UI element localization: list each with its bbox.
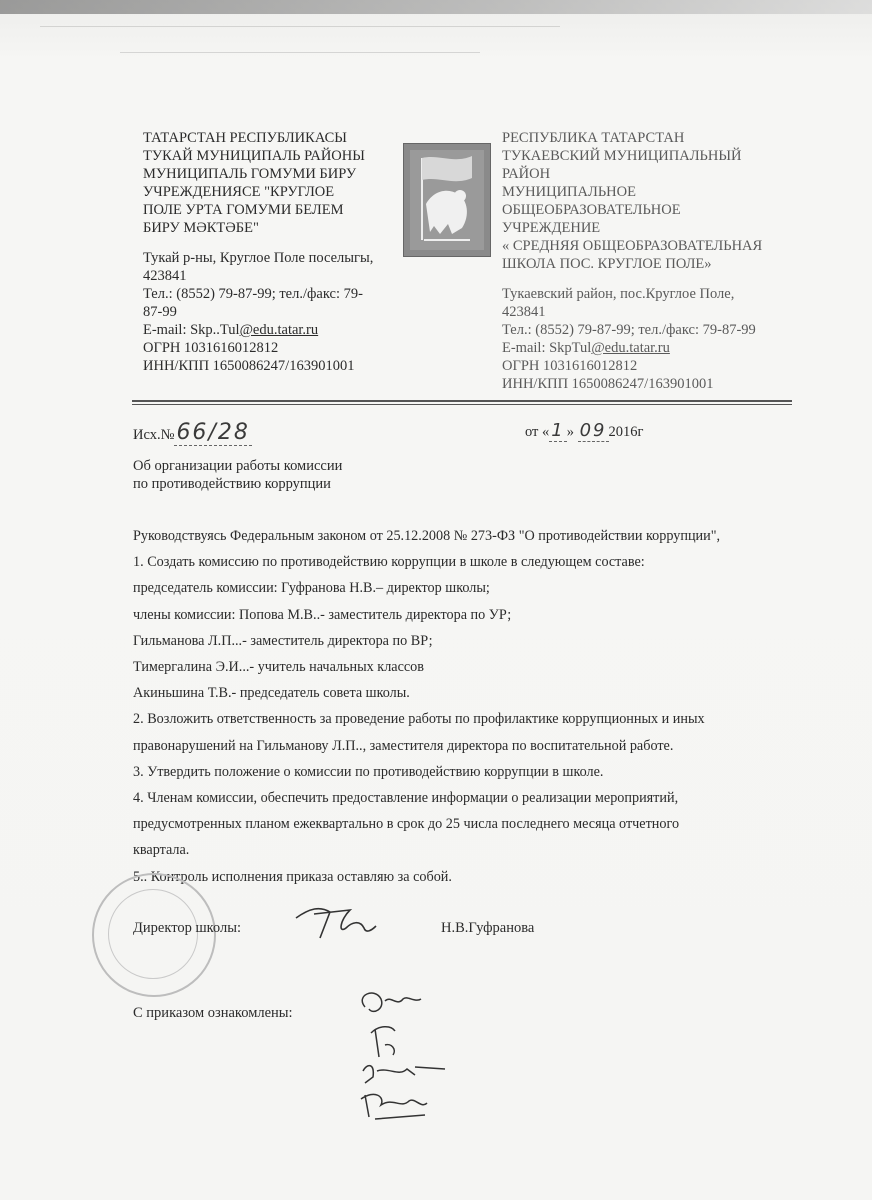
inn-line: ИНН/КПП 1650086247/163901001 bbox=[143, 358, 355, 374]
document-body bbox=[133, 523, 813, 890]
header-line: РЕСПУБЛИКА ТАТАРСТАН bbox=[502, 130, 685, 146]
date-day: 1 bbox=[551, 420, 565, 441]
date-separator: » bbox=[566, 424, 574, 440]
address-line: Тукай р-ны, Круглое Поле поселыгы, bbox=[143, 250, 374, 266]
acquainted-label: С приказом ознакомлены: bbox=[133, 1005, 293, 1021]
phone-line: Тел.: (8552) 79-87-99; тел./факс: 79- bbox=[143, 286, 363, 302]
header-line: « СРЕДНЯЯ ОБЩЕОБРАЗОВАТЕЛЬНАЯ bbox=[502, 238, 763, 254]
header-line: МУНИЦИПАЛЬНОЕ bbox=[502, 184, 636, 200]
email-label: E-mail: Skp..Tul bbox=[143, 322, 240, 338]
coat-of-arms-emblem bbox=[403, 143, 491, 257]
document-subject bbox=[133, 457, 342, 493]
header-line: ТУКАЕВСКИЙ МУНИЦИПАЛЬНЫЙ bbox=[502, 148, 742, 164]
body-line: правонарушений на Гильманову Л.П.., заместителя директора по воспитательной работе. bbox=[133, 737, 674, 754]
scan-edge-shadow bbox=[0, 0, 872, 14]
acquaintance-signatures bbox=[345, 985, 465, 1125]
subject-line: Об организации работы комиссии bbox=[133, 458, 343, 474]
date-prefix: от « bbox=[525, 424, 550, 440]
header-line: ПОЛЕ УРТА ГОМУМИ БЕЛЕМ bbox=[143, 202, 344, 218]
phone-line: Тел.: (8552) 79-87-99; тел./факс: 79-87-99 bbox=[502, 322, 756, 338]
body-line: 3. Утвердить положение о комиссии по противодействию коррупции в школе. bbox=[133, 763, 604, 780]
date-year: 2016г bbox=[608, 424, 644, 440]
email-link[interactable]: @edu.tatar.ru bbox=[591, 340, 670, 356]
body-line: Тимергалина Э.И...- учитель начальных классов bbox=[133, 659, 424, 676]
header-russian bbox=[502, 129, 792, 393]
email-label: E-mail: SkpTul bbox=[502, 340, 592, 356]
postal-code: 423841 bbox=[143, 268, 187, 284]
header-tatar bbox=[143, 129, 388, 375]
body-line: 2. Возложить ответственность за проведение работы по профилактике коррупционных и иных bbox=[133, 711, 705, 728]
scan-streak bbox=[40, 26, 560, 27]
director-label: Директор школы: bbox=[133, 920, 241, 936]
body-line: Акиньшина Т.В.- председатель совета школы. bbox=[133, 685, 410, 702]
body-line: 1. Создать комиссию по противодействию коррупции в школе в следующем составе: bbox=[133, 554, 645, 571]
address-line: Тукаевский район, пос.Круглое Поле, bbox=[502, 286, 735, 302]
body-line: Руководствуясь Федеральным законом от 25.12.2008 № 273-ФЗ "О противодействии коррупции", bbox=[133, 528, 721, 544]
body-line: члены комиссии: Попова М.В..- заместитель директора по УР; bbox=[133, 606, 512, 623]
scan-streak bbox=[120, 52, 480, 53]
postal-code: 423841 bbox=[502, 304, 546, 320]
header-line: БИРУ МӘКТӘБЕ" bbox=[143, 220, 259, 236]
header-line: ОБЩЕОБРАЗОВАТЕЛЬНОЕ bbox=[502, 202, 681, 218]
body-line: квартала. bbox=[133, 842, 190, 859]
subject-line: по противодействию коррупции bbox=[133, 476, 331, 492]
header-line: РАЙОН bbox=[502, 166, 551, 182]
body-line: 4. Членам комиссии, обеспечить предоставление информации о реализации мероприятий, bbox=[133, 790, 679, 807]
email-link[interactable]: @edu.tatar.ru bbox=[239, 322, 319, 338]
header-divider-thin bbox=[132, 404, 792, 405]
email-line bbox=[143, 321, 388, 339]
header-divider bbox=[132, 400, 792, 402]
document-date bbox=[525, 420, 643, 441]
email-line bbox=[502, 339, 792, 357]
header-line: УЧРЕЖДЕНИЯСЕ "КРУГЛОЕ bbox=[143, 184, 335, 200]
header-line: МУНИЦИПАЛЬ ГОМУМИ БИРУ bbox=[143, 166, 357, 182]
ogrn-line: ОГРН 1031616012812 bbox=[502, 358, 638, 374]
body-line: председатель комиссии: Гуфранова Н.В.– директор школы; bbox=[133, 580, 490, 597]
outgoing-number-value: 66/28 bbox=[176, 420, 250, 445]
header-line: УЧРЕЖДЕНИЕ bbox=[502, 220, 601, 236]
director-name: Н.В.Гуфранова bbox=[441, 920, 535, 936]
outgoing-number bbox=[133, 420, 252, 445]
header-line: ТУКАЙ МУНИЦИПАЛЬ РАЙОНЫ bbox=[143, 148, 365, 164]
inn-line: ИНН/КПП 1650086247/163901001 bbox=[502, 376, 714, 392]
outgoing-number-label: Исх.№ bbox=[133, 427, 175, 443]
date-month: 09 bbox=[579, 420, 607, 441]
ogrn-line: ОГРН 1031616012812 bbox=[143, 340, 279, 356]
body-line: предусмотренных планом ежеквартально в срок до 25 числа последнего месяца отчетного bbox=[133, 816, 680, 833]
body-line: 5.. Контроль исполнения приказа оставляю за собой. bbox=[133, 868, 452, 885]
header-line: ТАТАРСТАН РЕСПУБЛИКАСЫ bbox=[143, 130, 347, 146]
director-signature bbox=[290, 898, 380, 946]
body-line: Гильманова Л.П...- заместитель директора по ВР; bbox=[133, 632, 433, 649]
header-line: ШКОЛА ПОС. КРУГЛОЕ ПОЛЕ» bbox=[502, 256, 712, 272]
phone-line: 87-99 bbox=[143, 304, 177, 320]
